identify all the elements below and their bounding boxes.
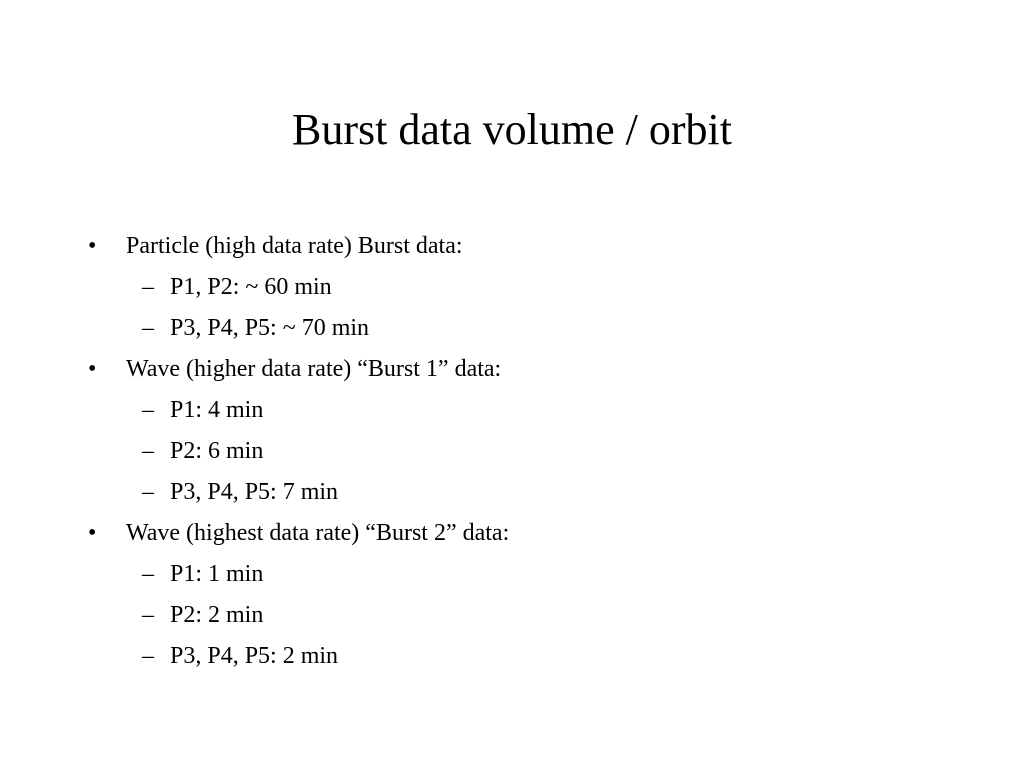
- sub-bullet-item: [0, 431, 1024, 472]
- dash-marker: –: [142, 643, 154, 669]
- sub-bullet-item: [0, 472, 1024, 513]
- dash-marker: –: [142, 561, 154, 587]
- bullet-text: Particle (high data rate) Burst data:: [126, 233, 463, 259]
- sub-bullet-item: [0, 390, 1024, 431]
- sub-bullet-text: P1, P2: ~ 60 min: [170, 274, 332, 300]
- sub-bullet-item: [0, 554, 1024, 595]
- dash-marker: –: [142, 438, 154, 464]
- bullet-item: [0, 226, 1024, 267]
- dash-marker: –: [142, 315, 154, 341]
- sub-bullet-text: P1: 1 min: [170, 561, 264, 587]
- bullet-item: [0, 349, 1024, 390]
- dash-marker: –: [142, 479, 154, 505]
- sub-bullet-text: P1: 4 min: [170, 397, 264, 423]
- sub-bullet-item: [0, 595, 1024, 636]
- slide-title: Burst data volume / orbit: [292, 105, 732, 154]
- dash-marker: –: [142, 274, 154, 300]
- dash-marker: –: [142, 602, 154, 628]
- sub-bullet-item: [0, 308, 1024, 349]
- sub-bullet-text: P2: 2 min: [170, 602, 264, 628]
- sub-bullet-text: P3, P4, P5: 7 min: [170, 479, 339, 505]
- sub-bullet-item: [0, 636, 1024, 677]
- sub-bullet-text: P3, P4, P5: ~ 70 min: [170, 315, 370, 341]
- bullet-text: Wave (higher data rate) “Burst 1” data:: [126, 356, 502, 382]
- sub-bullet-item: [0, 267, 1024, 308]
- bullet-text: Wave (highest data rate) “Burst 2” data:: [126, 520, 510, 546]
- bullet-marker: •: [88, 520, 97, 546]
- sub-bullet-text: P2: 6 min: [170, 438, 264, 464]
- sub-bullet-text: P3, P4, P5: 2 min: [170, 643, 339, 669]
- bullet-marker: •: [88, 356, 97, 382]
- bullet-item: [0, 513, 1024, 554]
- bullet-marker: •: [88, 233, 97, 259]
- dash-marker: –: [142, 397, 154, 423]
- bullet-list: [0, 226, 1024, 677]
